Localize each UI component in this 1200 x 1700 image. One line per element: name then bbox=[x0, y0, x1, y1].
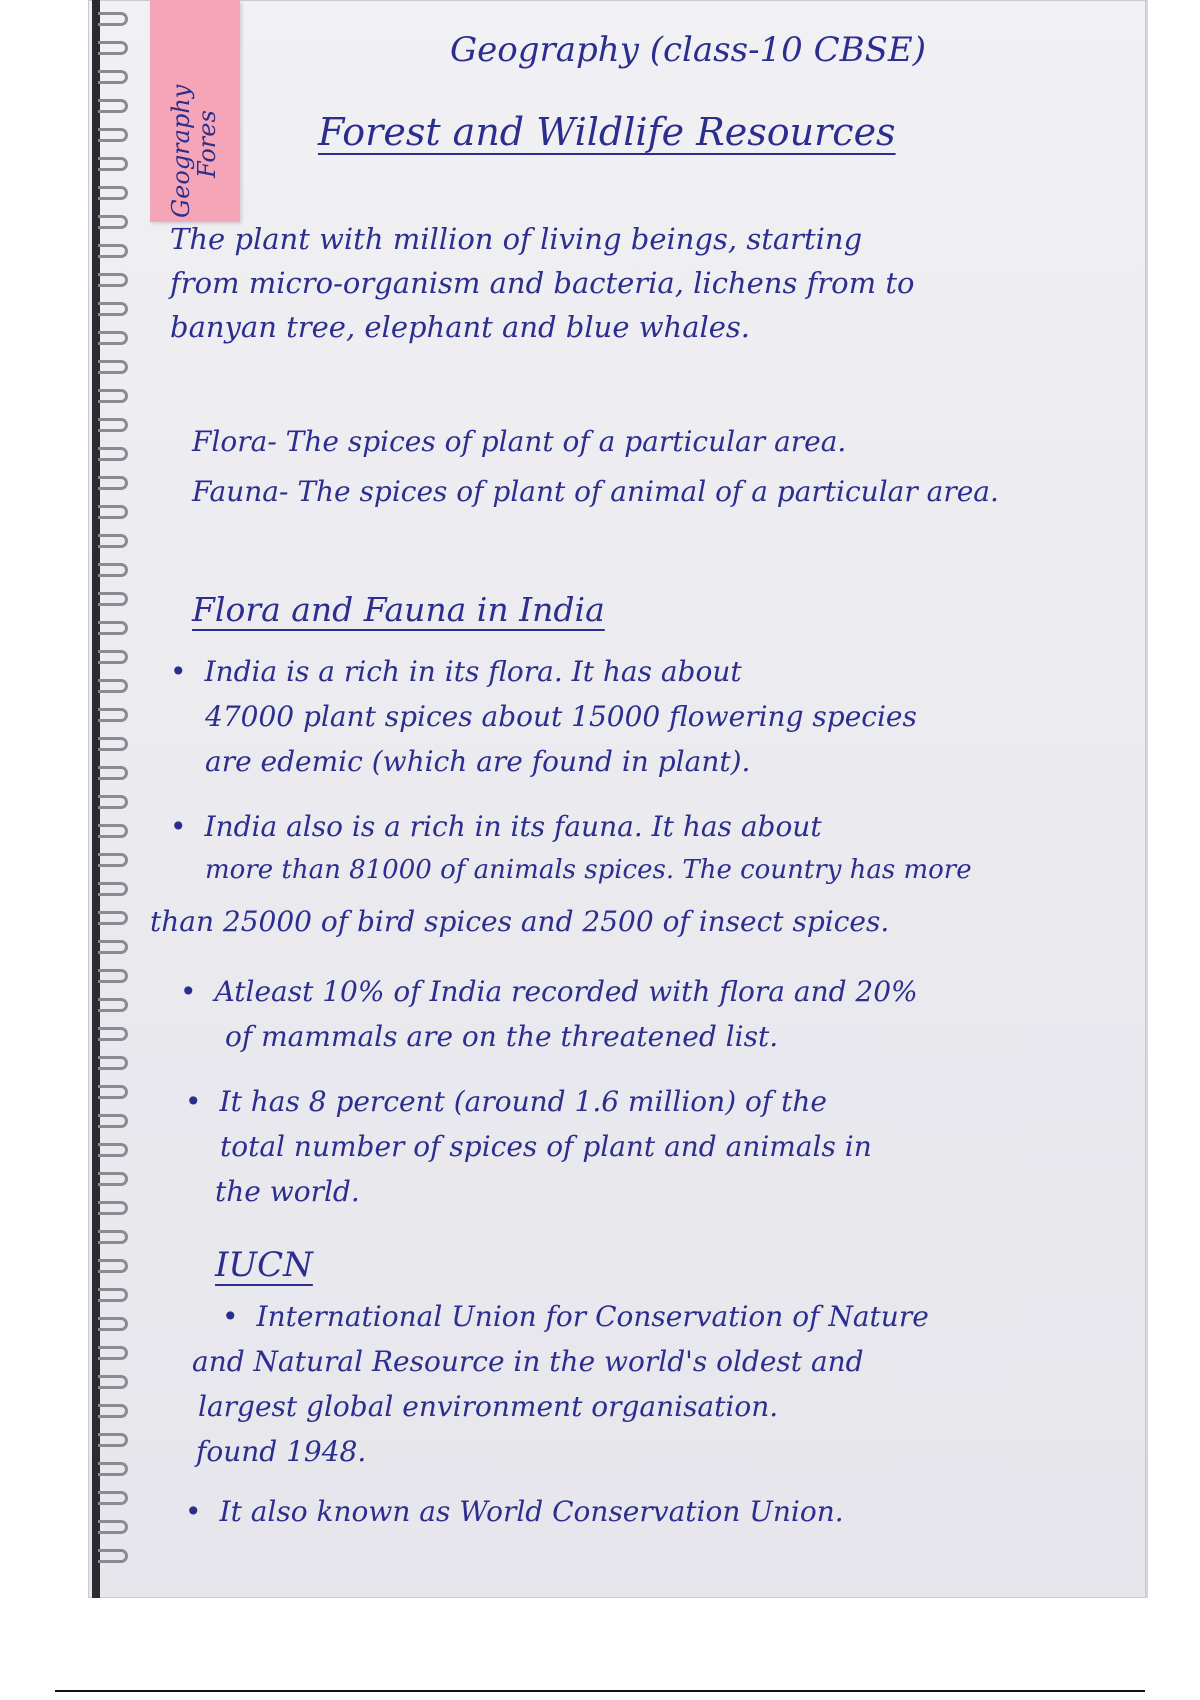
spiral-ring bbox=[98, 1404, 128, 1418]
spiral-ring bbox=[98, 534, 128, 548]
spiral-ring bbox=[98, 1520, 128, 1534]
spiral-ring bbox=[98, 1491, 128, 1505]
section-heading-flora-fauna: Flora and Fauna in India bbox=[192, 590, 605, 629]
spiral-ring bbox=[98, 969, 128, 983]
spiral-ring bbox=[98, 1549, 128, 1563]
list-item-line: 47000 plant spices about 15000 flowering species bbox=[205, 700, 917, 733]
list-item-line: than 25000 of bird spices and 2500 of insect spices. bbox=[150, 905, 890, 938]
spiral-ring bbox=[98, 1462, 128, 1476]
spiral-ring bbox=[98, 331, 128, 345]
list-item-line: are edemic (which are found in plant). bbox=[205, 745, 751, 778]
spiral-ring bbox=[98, 940, 128, 954]
spiral-ring bbox=[98, 1201, 128, 1215]
spiral-ring bbox=[98, 99, 128, 113]
intro-line: banyan tree, elephant and blue whales. bbox=[170, 310, 751, 344]
spiral-ring bbox=[98, 273, 128, 287]
spiral-ring bbox=[98, 186, 128, 200]
page-divider bbox=[55, 1690, 1145, 1692]
spiral-ring bbox=[98, 12, 128, 26]
spiral-ring bbox=[98, 737, 128, 751]
list-item-line: • International Union for Conservation of Nature bbox=[222, 1300, 929, 1333]
spiral-ring bbox=[98, 302, 128, 316]
section-heading-iucn: IUCN bbox=[215, 1245, 313, 1285]
spiral-ring bbox=[98, 824, 128, 838]
list-item-line: • Atleast 10% of India recorded with flora and 20% bbox=[180, 975, 918, 1008]
spiral-ring bbox=[98, 1259, 128, 1273]
list-item-line: and Natural Resource in the world's oldest and bbox=[192, 1345, 864, 1378]
spiral-ring bbox=[98, 1288, 128, 1302]
sticky-note-text bbox=[168, 18, 220, 218]
sticky-note-tab bbox=[150, 0, 240, 222]
spiral-ring bbox=[98, 1172, 128, 1186]
spiral-ring bbox=[98, 766, 128, 780]
spiral-ring bbox=[98, 1433, 128, 1447]
page-title: Forest and Wildlife Resources bbox=[318, 110, 896, 154]
spiral-ring bbox=[98, 1027, 128, 1041]
list-item-line: found 1948. bbox=[196, 1435, 367, 1468]
spiral-binding bbox=[92, 0, 136, 1598]
spiral-ring bbox=[98, 1085, 128, 1099]
spiral-ring bbox=[98, 563, 128, 577]
spiral-ring bbox=[98, 389, 128, 403]
intro-line: The plant with million of living beings, starting bbox=[170, 222, 863, 256]
spiral-ring bbox=[98, 128, 128, 142]
spiral-ring bbox=[98, 1114, 128, 1128]
spiral-ring bbox=[98, 853, 128, 867]
definition-fauna: Fauna- The spices of plant of animal of a particular area. bbox=[192, 475, 999, 508]
spiral-ring bbox=[98, 70, 128, 84]
spiral-ring bbox=[98, 708, 128, 722]
list-item-line: • India is a rich in its flora. It has about bbox=[170, 655, 742, 688]
spiral-ring bbox=[98, 1346, 128, 1360]
spiral-ring bbox=[98, 505, 128, 519]
spiral-ring bbox=[98, 418, 128, 432]
list-item-line: • It has 8 percent (around 1.6 million) of the bbox=[185, 1085, 827, 1118]
sticky-note-line1: Geography bbox=[167, 84, 195, 218]
list-item-line: total number of spices of plant and animals in bbox=[220, 1130, 872, 1163]
sticky-note-line2: Fores bbox=[193, 110, 221, 178]
spiral-ring bbox=[98, 621, 128, 635]
spiral-ring bbox=[98, 1317, 128, 1331]
spiral-ring bbox=[98, 157, 128, 171]
list-item-line: of mammals are on the threatened list. bbox=[225, 1020, 779, 1053]
spiral-ring bbox=[98, 882, 128, 896]
spiral-ring bbox=[98, 1143, 128, 1157]
list-item-line: more than 81000 of animals spices. The country has more bbox=[205, 855, 972, 885]
list-item-line: the world. bbox=[215, 1175, 360, 1208]
spiral-ring bbox=[98, 650, 128, 664]
spiral-ring bbox=[98, 1230, 128, 1244]
list-item-line: largest global environment organisation. bbox=[198, 1390, 779, 1423]
list-item-line: • India also is a rich in its fauna. It has about bbox=[170, 810, 822, 843]
spiral-ring bbox=[98, 1375, 128, 1389]
definition-flora: Flora- The spices of plant of a particular area. bbox=[192, 425, 847, 458]
spiral-ring bbox=[98, 447, 128, 461]
subject-heading: Geography (class-10 CBSE) bbox=[450, 30, 926, 70]
spiral-ring bbox=[98, 215, 128, 229]
spiral-ring bbox=[98, 41, 128, 55]
spiral-ring bbox=[98, 244, 128, 258]
spiral-ring bbox=[98, 679, 128, 693]
spiral-ring bbox=[98, 795, 128, 809]
spiral-ring bbox=[98, 1056, 128, 1070]
spiral-ring bbox=[98, 998, 128, 1012]
intro-line: from micro-organism and bacteria, lichens from to bbox=[170, 266, 915, 300]
list-item-line: • It also known as World Conservation Union. bbox=[185, 1495, 844, 1528]
spiral-ring bbox=[98, 911, 128, 925]
spiral-ring bbox=[98, 360, 128, 374]
spiral-ring bbox=[98, 476, 128, 490]
spiral-ring bbox=[98, 592, 128, 606]
